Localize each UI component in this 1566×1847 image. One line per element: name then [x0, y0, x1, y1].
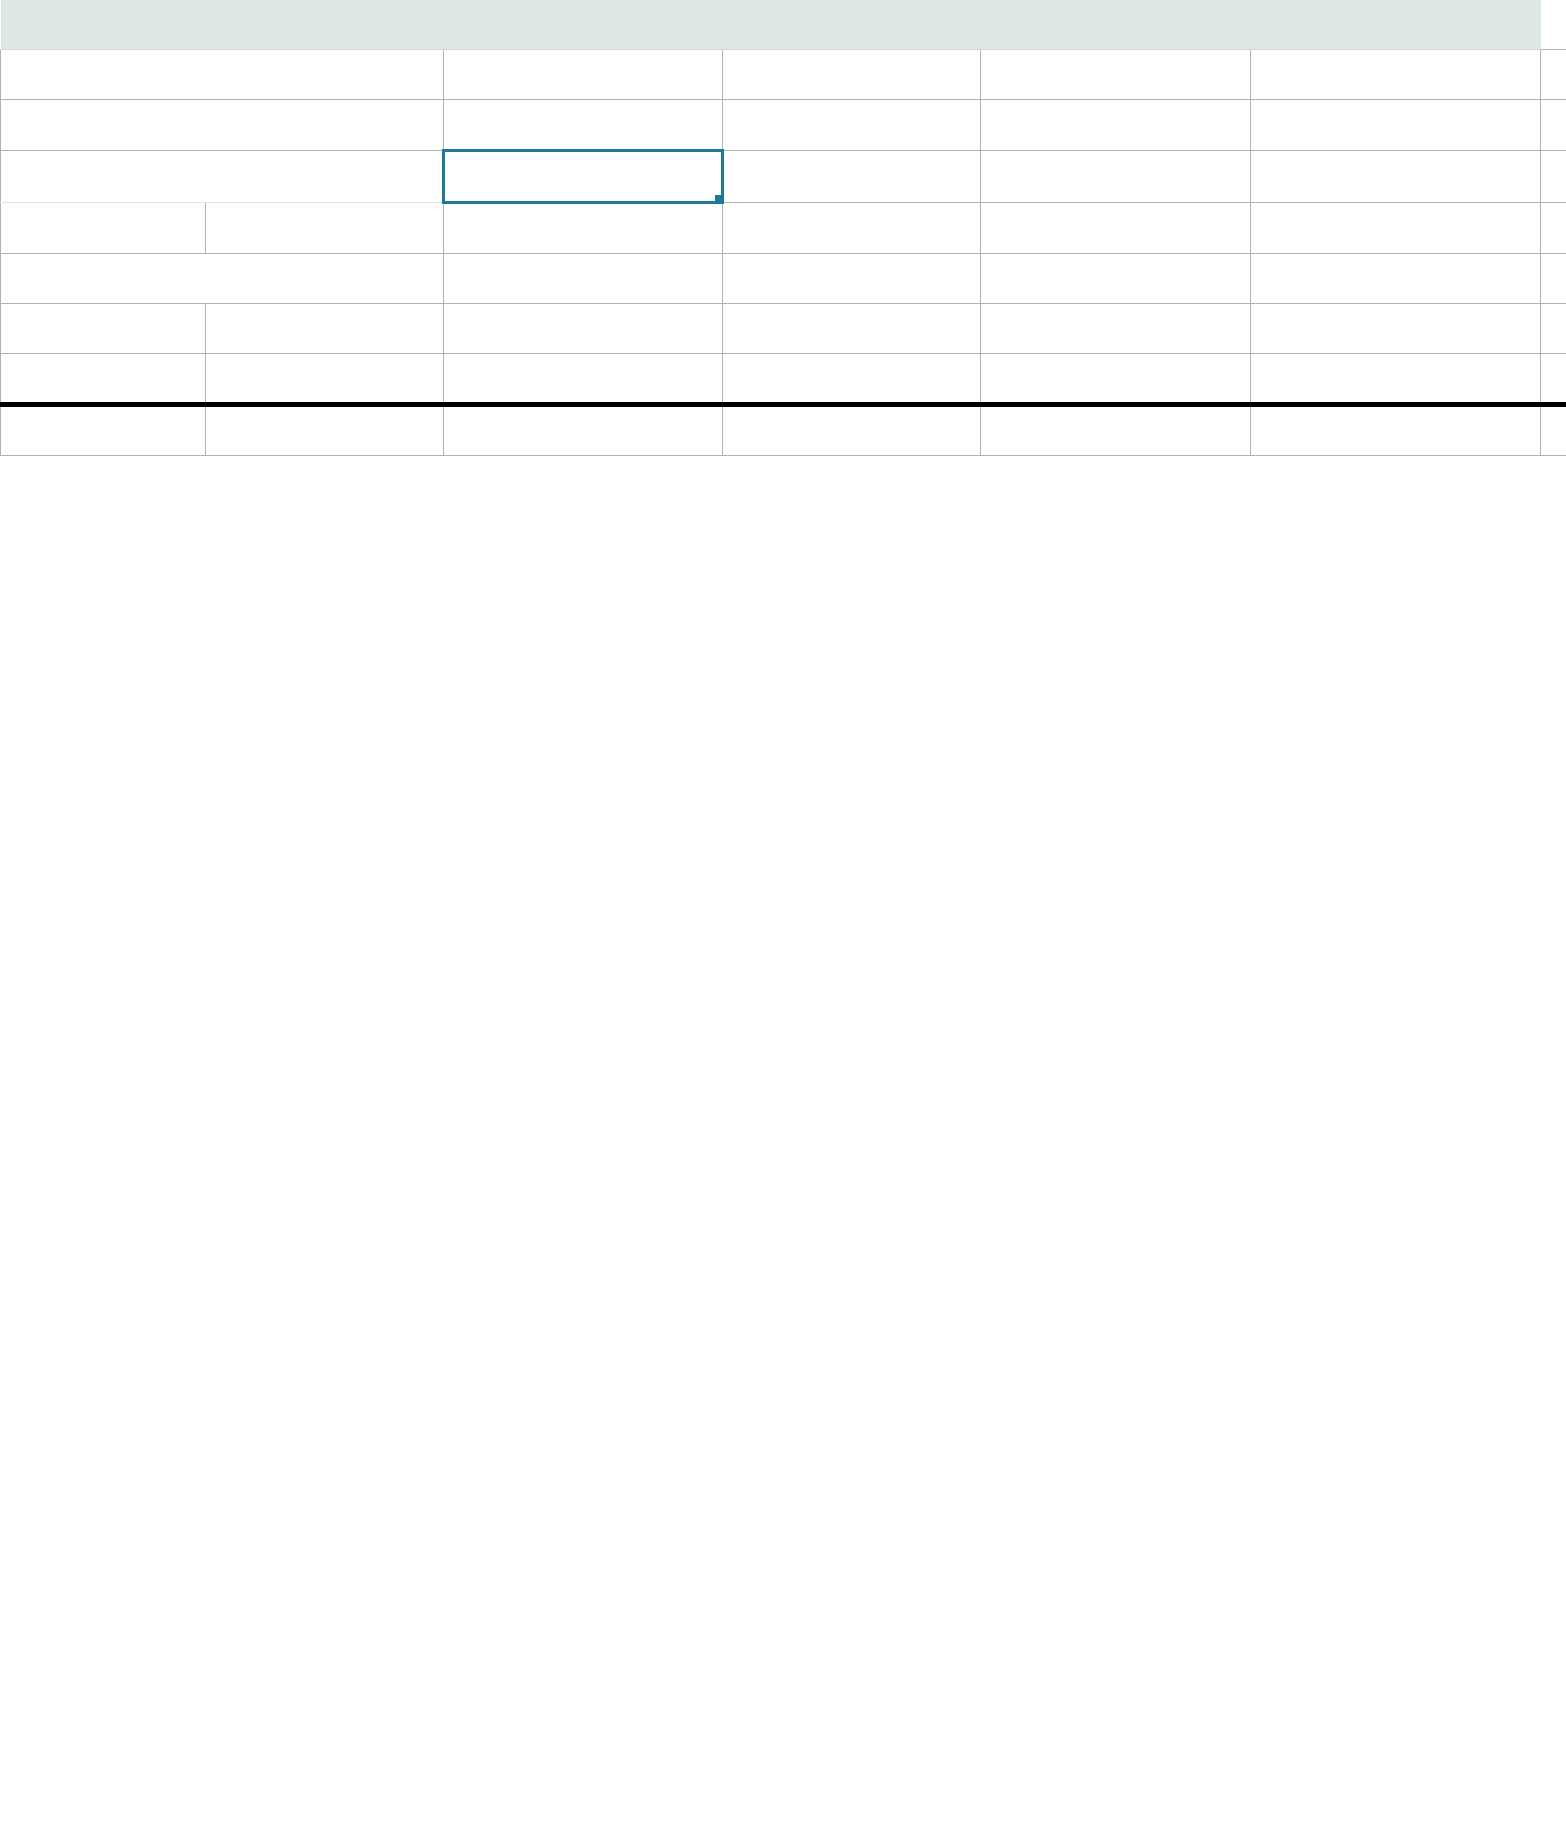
empty-cell[interactable]	[1541, 203, 1566, 254]
empty-cell[interactable]	[723, 203, 981, 254]
empty-cell[interactable]	[444, 203, 723, 254]
spacer-row	[1, 203, 1566, 254]
empty-cell[interactable]	[206, 203, 444, 254]
empty-cell[interactable]	[1251, 100, 1541, 151]
empty-cell[interactable]	[723, 254, 981, 304]
empty-cell[interactable]	[1251, 203, 1541, 254]
empty-cell[interactable]	[1251, 151, 1541, 203]
page-title	[1, 0, 1541, 50]
monthly-payment-label	[1, 254, 444, 304]
worksheet-grid[interactable]	[0, 0, 1566, 456]
empty-cell[interactable]	[1251, 254, 1541, 304]
empty-cell[interactable]	[1, 304, 206, 354]
cell-total-interest[interactable]	[981, 405, 1251, 456]
empty-cell[interactable]	[723, 50, 981, 100]
worksheet-body	[1, 0, 1566, 456]
empty-cell[interactable]	[1541, 254, 1566, 304]
empty-cell[interactable]	[981, 203, 1251, 254]
empty-cell[interactable]	[1541, 354, 1566, 405]
empty-cell[interactable]	[981, 50, 1251, 100]
empty-cell[interactable]	[981, 304, 1251, 354]
column-header-balance[interactable]	[1251, 354, 1541, 405]
empty-cell[interactable]	[1541, 405, 1566, 456]
cell-balance[interactable]	[1251, 405, 1541, 456]
empty-cell[interactable]	[981, 100, 1251, 151]
empty-cell[interactable]	[1541, 304, 1566, 354]
column-header-total-interest[interactable]	[981, 354, 1251, 405]
monthly-payment-row	[1, 254, 1566, 304]
term-years-label	[1, 151, 444, 203]
term-years-value-selected-cell[interactable]	[444, 151, 723, 203]
title-row-overflow-cell[interactable]	[1541, 0, 1566, 50]
input-row-term-years	[1, 151, 1566, 203]
empty-cell[interactable]	[1251, 50, 1541, 100]
input-row-loan-amount	[1, 50, 1566, 100]
cell-principal[interactable]	[444, 405, 723, 456]
table-row-opening	[1, 405, 1566, 456]
empty-cell[interactable]	[723, 304, 981, 354]
monthly-payment-value[interactable]	[444, 254, 723, 304]
column-header-interest[interactable]	[723, 354, 981, 405]
empty-cell[interactable]	[723, 151, 981, 203]
input-row-interest-rate	[1, 100, 1566, 151]
empty-cell[interactable]	[981, 254, 1251, 304]
loan-amount-label	[1, 50, 444, 100]
empty-cell[interactable]	[723, 100, 981, 151]
cell-interest[interactable]	[723, 405, 981, 456]
empty-cell[interactable]	[1251, 304, 1541, 354]
empty-cell[interactable]	[1541, 50, 1566, 100]
interest-rate-label	[1, 100, 444, 151]
title-row	[1, 0, 1566, 50]
column-header-principal[interactable]	[444, 354, 723, 405]
empty-cell[interactable]	[1541, 151, 1566, 203]
interest-rate-value[interactable]	[444, 100, 723, 151]
table-header-row	[1, 354, 1566, 405]
column-header-month[interactable]	[1, 354, 206, 405]
empty-cell[interactable]	[1541, 100, 1566, 151]
column-header-payment[interactable]	[206, 354, 444, 405]
spacer-row	[1, 304, 1566, 354]
empty-cell[interactable]	[981, 151, 1251, 203]
cell-payment[interactable]	[206, 405, 444, 456]
empty-cell[interactable]	[206, 304, 444, 354]
empty-cell[interactable]	[444, 304, 723, 354]
loan-amount-value[interactable]	[444, 50, 723, 100]
fill-handle-icon[interactable]	[715, 195, 723, 203]
empty-cell[interactable]	[1, 203, 206, 254]
cell-month[interactable]	[1, 405, 206, 456]
